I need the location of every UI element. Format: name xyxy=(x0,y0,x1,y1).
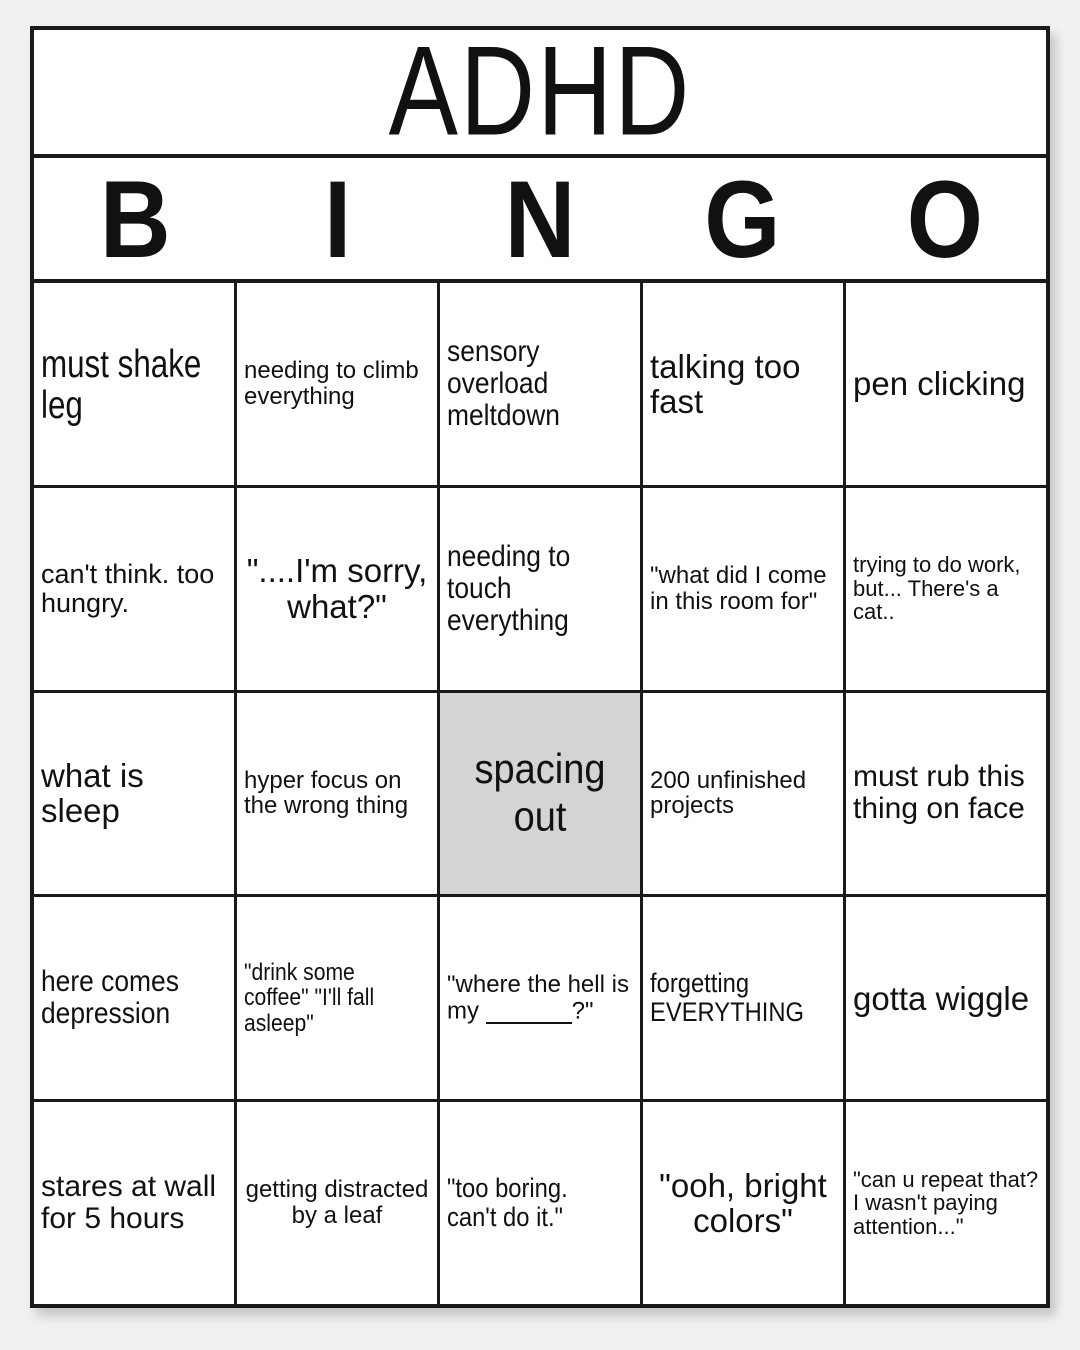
bingo-square[interactable] xyxy=(846,693,1046,895)
bingo-letter-b: B xyxy=(99,156,171,281)
bingo-square-label: sensory overload meltdown xyxy=(447,334,560,432)
bingo-square-label-blank xyxy=(447,972,633,1024)
bingo-letter-cell-0 xyxy=(34,158,236,279)
bingo-letter-o: O xyxy=(906,156,983,281)
bingo-square-label: can't think. too hungry. xyxy=(41,558,215,618)
bingo-grid-row xyxy=(34,488,1046,693)
bingo-square[interactable] xyxy=(237,1102,440,1304)
bingo-grid-row xyxy=(34,1102,1046,1304)
bingo-square[interactable] xyxy=(440,283,643,485)
bingo-grid xyxy=(34,283,1046,1304)
bingo-square-label-pre: "where the hell is my xyxy=(447,971,629,1025)
card-title-row xyxy=(34,21,1046,163)
bingo-letters-row xyxy=(34,158,1046,283)
bingo-square[interactable] xyxy=(440,897,643,1099)
bingo-square[interactable] xyxy=(440,1102,643,1304)
bingo-square[interactable] xyxy=(846,897,1046,1099)
bingo-square[interactable] xyxy=(846,1102,1046,1304)
bingo-square-label: here comes depression xyxy=(41,965,179,1031)
bingo-square[interactable] xyxy=(440,488,643,690)
bingo-grid-row xyxy=(34,693,1046,898)
bingo-letter-cell-2 xyxy=(439,158,641,279)
bingo-square[interactable] xyxy=(237,897,440,1099)
bingo-square-label: what is sleep xyxy=(41,757,144,830)
bingo-square-label: stares at wall for 5 hours xyxy=(41,1169,217,1236)
bingo-square-label: spacing out xyxy=(474,746,606,840)
bingo-square[interactable] xyxy=(643,488,846,690)
bingo-square-label: must shake leg xyxy=(41,341,202,427)
bingo-letter-g: G xyxy=(704,156,781,281)
bingo-square[interactable] xyxy=(237,283,440,485)
bingo-letter-i: I xyxy=(323,156,352,281)
bingo-square-label: hyper focus on the wrong thing xyxy=(244,766,409,820)
bingo-letter-cell-3 xyxy=(641,158,843,279)
bingo-letter-cell-4 xyxy=(844,158,1046,279)
bingo-square-label: talking too fast xyxy=(650,347,801,420)
bingo-square[interactable] xyxy=(643,693,846,895)
bingo-square-label: "ooh, bright colors" xyxy=(659,1166,827,1240)
bingo-square[interactable] xyxy=(237,488,440,690)
bingo-square[interactable] xyxy=(34,283,237,485)
bingo-square-label: "can u repeat that? I wasn't paying attention..." xyxy=(853,1166,1039,1239)
bingo-grid-row xyxy=(34,897,1046,1102)
bingo-letter-cell-1 xyxy=(236,158,438,279)
bingo-square-label: needing to climb everything xyxy=(244,357,419,410)
bingo-square-label: "too boring. can't do it." xyxy=(447,1173,568,1233)
bingo-square-label: gotta wiggle xyxy=(853,979,1030,1017)
page-title: ADHD xyxy=(388,21,692,163)
bingo-square[interactable] xyxy=(643,283,846,485)
bingo-square-label: "what did I come in this room for" xyxy=(650,562,827,615)
bingo-square-label: forgetting EVERYTHING xyxy=(650,968,805,1028)
bingo-square-label: 200 unfinished projects xyxy=(650,766,807,820)
bingo-square-label-post: ?" xyxy=(571,997,594,1025)
bingo-square[interactable] xyxy=(34,1102,237,1304)
bingo-square[interactable] xyxy=(34,488,237,690)
bingo-square-label: "drink some coffee" "I'll fall asleep" xyxy=(244,958,375,1038)
bingo-square-free-space[interactable] xyxy=(440,693,643,895)
bingo-square-label: pen clicking xyxy=(853,365,1026,403)
bingo-square[interactable] xyxy=(34,693,237,895)
bingo-square-label: must rub this thing on face xyxy=(853,760,1025,826)
bingo-letter-n: N xyxy=(504,156,576,281)
bingo-square[interactable] xyxy=(846,283,1046,485)
bingo-square-label: getting distracted by a leaf xyxy=(245,1176,429,1230)
bingo-square[interactable] xyxy=(237,693,440,895)
bingo-square[interactable] xyxy=(643,1102,846,1304)
bingo-card xyxy=(30,21,1050,1308)
bingo-square-label: needing to touch everything xyxy=(447,539,571,637)
bingo-square-label: "....I'm sorry, what?" xyxy=(246,552,428,625)
bingo-square[interactable] xyxy=(34,897,237,1099)
bingo-square-label: trying to do work, but... There's a cat.. xyxy=(853,552,1021,625)
bingo-square[interactable] xyxy=(643,897,846,1099)
bingo-square[interactable] xyxy=(846,488,1046,690)
bingo-grid-row xyxy=(34,283,1046,488)
fill-in-blank-line xyxy=(486,998,572,1024)
